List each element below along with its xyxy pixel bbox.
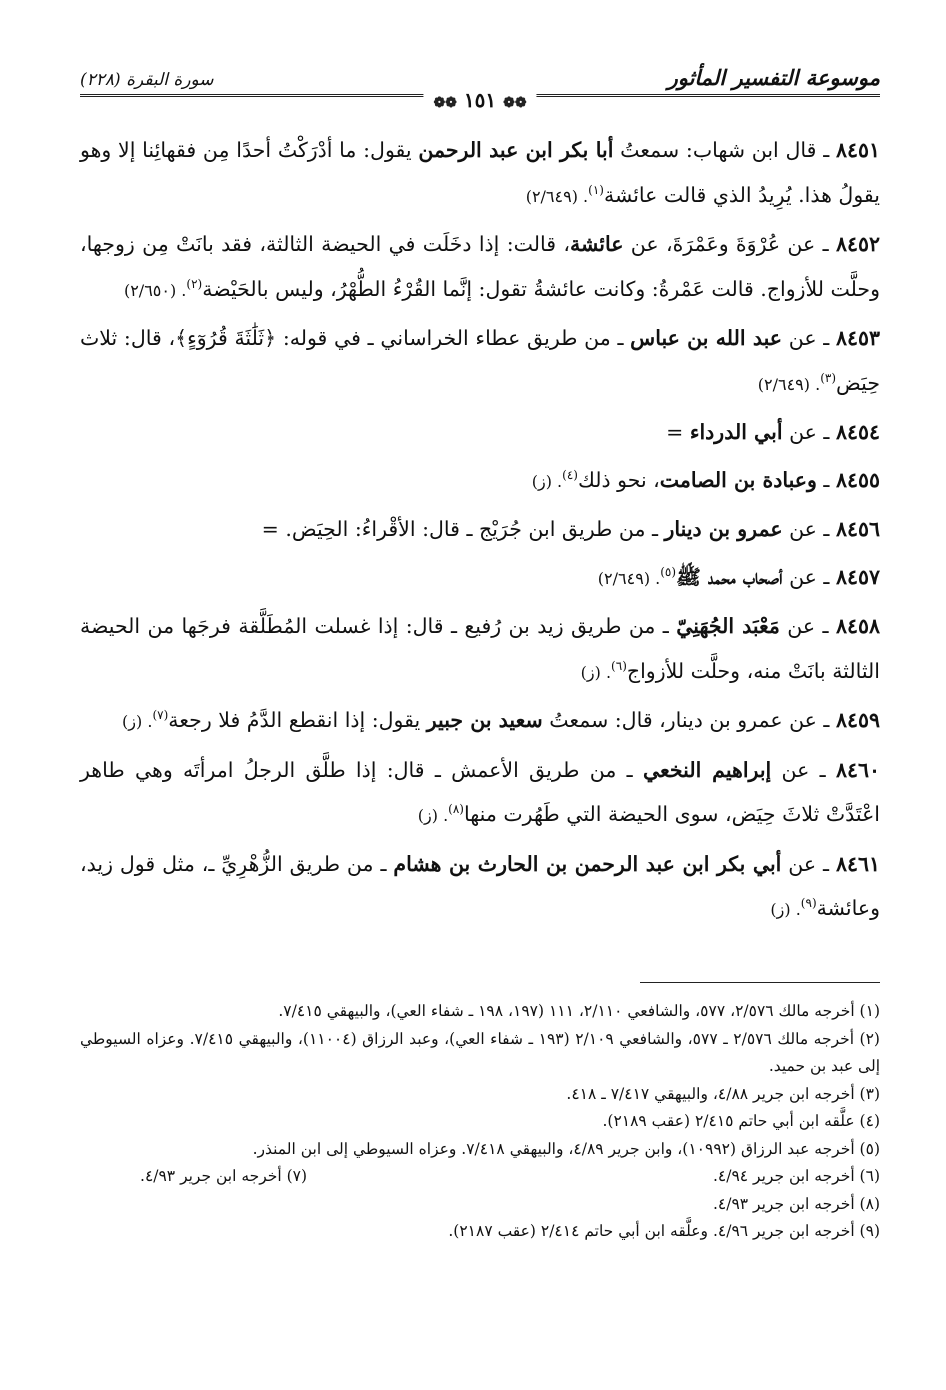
entry-8453: ٨٤٥٣ ـ عن عبد الله بن عباس ـ من طريق عطاء الخراساني ـ في قوله: ﴿ثَلَٰثَةَ قُرُوٓءٍ﴾، قال: ثلاث حِيَض$^{(٣)}$. (٢/٦٤٩)	[80, 326, 881, 395]
ornament-icon: ❁❁	[503, 95, 527, 111]
footnote-7: (٧) أخرجه ابن جرير ٤/٩٣.	[140, 1167, 308, 1185]
footnote-2: (٢) أخرجه مالك ٢/٥٧٦ ـ ٥٧٧، والشافعي ٢/١٠٩ (١٩٣ ـ شفاء العي)، وعبد الرزاق (١١٠٠٤)، والبيهقي ٧/٤١٥. وعزاه السيوطي إلى عبد بن حميد.	[80, 1029, 880, 1075]
footnote-1: (١) أخرجه مالك ٢/٥٧٦، ٥٧٧، والشافعي ٢/١١٠، ١١١ (١٩٧، ١٩٨ ـ شفاء العي)، والبيهقي ٧/٤١٥.	[278, 1002, 880, 1020]
entry-8454: ٨٤٥٤ ـ عن أبي الدرداء =	[666, 420, 880, 444]
entry-8460: ٨٤٦٠ ـ عن إبراهيم النخعي ـ من طريق الأعمش ـ قال: إذا طلَّق الرجلُ امرأتَه وهي طاهر اعْتَدَّتْ ثلاثَ حِيَض، سوى الحيضة التي طَهُرت منها$^{(٨)}$. (ز)	[80, 757, 880, 826]
footnote-9: (٩) أخرجه ابن جرير ٤/٩٦. وعلَّقه ابن أبي حاتم ٢/٤١٤ (عقب ٢١٨٧).	[448, 1222, 880, 1240]
page	[80, 60, 880, 1350]
entry-8461: ٨٤٦١ ـ عن أبي بكر ابن عبد الرحمن بن الحارث بن هشام ـ من طريق الزُّهْرِيِّ ـ، مثل قول زيد، وعائشة$^{(٩)}$. (ز)	[80, 851, 881, 920]
footnote-6: (٦) أخرجه ابن جرير ٤/٩٤.	[712, 1167, 880, 1185]
footnote-5: (٥) أخرجه عبد الرزاق (١٠٩٩٢)، وابن جرير ٤/٨٩، والبيهقي ٧/٤١٨. وعزاه السيوطي إلى ابن المنذر.	[252, 1139, 880, 1158]
footnote-separator	[640, 982, 880, 983]
entry-8458: ٨٤٥٨ ـ عن مَعْبَد الجُهَنِيّ ـ من طريق زيد بن رُفيع ـ قال: إذا غسلت المُطَلَّقة فرجَها من الحيضة الثالثة بانَتْ منه، وحلَّت للأزواج$^{(٦)}$. (ز)	[80, 614, 880, 683]
running-header	[80, 60, 880, 90]
entry-8457: ٨٤٥٧ ـ عن أصحاب محمد ﷺ$^{(٥)}$. (٢/٦٤٩)	[597, 564, 880, 589]
footnote-8: (٨) أخرجه ابن جرير ٤/٩٣.	[712, 1194, 880, 1213]
footnotes	[80, 998, 880, 1246]
footnote-4: (٤) علَّقه ابن أبي حاتم ٢/٤١٥ (عقب ٢١٨٩).	[602, 1112, 880, 1130]
entry-8455: ٨٤٥٥ ـ وعبادة بن الصامت، نحو ذلك$^{(٤)}$. (ز)	[531, 467, 880, 492]
entry-8451: ٨٤٥١ ـ قال ابن شهاب: سمعتُ أبا بكر ابن عبد الرحمن يقول: ما أدْرَكْتُ أحدًا مِن فقهائِنا إلا وهو يقولُ هذا. يُرِيدُ الذي قالت عائشة$^{(١)}$. (٢/٦٤٩)	[80, 138, 880, 207]
entry-8456: ٨٤٥٦ ـ عن عمرو بن دينار ـ من طريق ابن جُرَيْج ـ قال: الأقْراءُ: الحِيَض. =	[261, 517, 880, 541]
ornament-icon: ❁❁	[433, 95, 457, 111]
footnote-row-6-7	[80, 1163, 880, 1191]
entry-8452: ٨٤٥٢ ـ عن عُرْوَةَ وعَمْرَةَ، عن عائشة، قالت: إذا دخَلَت في الحيضة الثالثة، فقد بانَتْ مِن زوجها، وحلَّت للأزواج. قالت عَمْرةُ: وكانت عائشةُ تقول: إنَّما القُرْءُ الطُّهْرُ، وليس بالحَيْضة$^{(٢)}$. (٢/٦٥٠)	[80, 232, 880, 301]
page-number: ❁❁ ١٥١ ❁❁	[423, 88, 536, 112]
footnote-3: (٣) أخرجه ابن جرير ٤/٨٨، والبيهقي ٧/٤١٧ ـ ٤١٨.	[566, 1084, 880, 1103]
main-text	[80, 128, 880, 936]
entry-8459: ٨٤٥٩ ـ عن عمرو بن دينار، قال: سمعتُ سعيد بن جبير يقول: إذا انقطع الدَّمُ فلا رجعة$^{(٧)}$. (ز)	[122, 708, 880, 732]
surah-label: سورة البقرة (٢٢٨)	[80, 70, 214, 90]
book-title: موسوعة التفسير المأثور	[667, 65, 880, 90]
